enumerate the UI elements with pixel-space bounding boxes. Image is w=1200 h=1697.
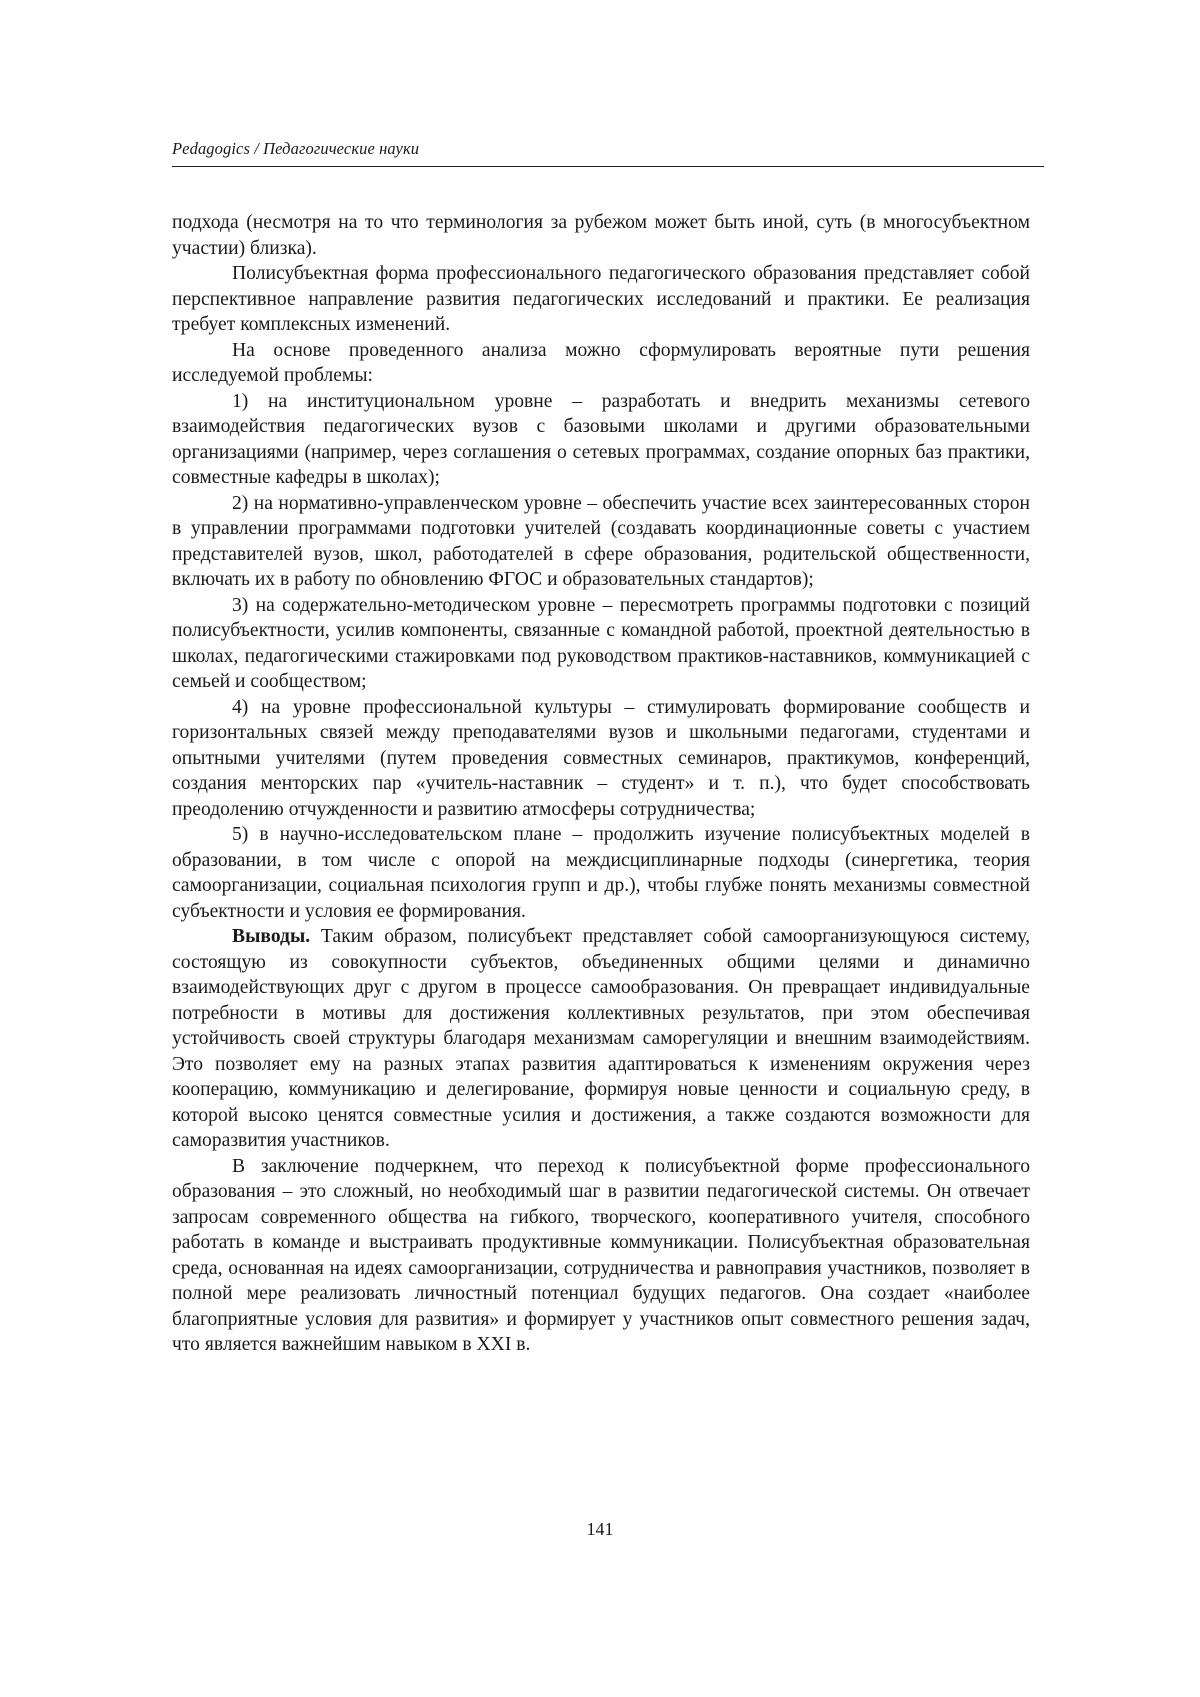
conclusions-text: Таким образом, полисубъект представляет собой самоорганизующуюся систему, состоящую из совокупности субъектов, объединенных общими целями и динамично взаимодействующих друг с другом в процессе самообразования. Он превращает индивидуальные потребности в мотивы для достижения коллективных результатов, при этом обеспечивая устойчивость своей структуры благодаря механизмам саморегуляции и внешним взаимодействиям. Это позволяет ему на разных этапах развития адаптироваться к изменениям окружения через кооперацию, коммуникацию и делегирование, формируя новые ценности и социальную среду, в которой высоко ценятся совместные усилия и достижения, а также создаются возможности для саморазвития участников. [172, 926, 1030, 1151]
page-number: 141 [586, 1519, 614, 1539]
list-item: 5) в научно-исследовательском плане – продолжить изучение полисубъектных моделей в образовании, в том числе с опорой на междисциплинарные подходы (синергетика, теория самоорганизации, социальная психология групп и др.), чтобы глубже понять механизмы совместной субъектности и условия ее формирования. [172, 824, 1030, 922]
paragraph: В заключение подчеркнем, что переход к полисубъектной форме профессионального образования – это сложный, но необходимый шаг в развитии педагогической системы. Он отвечает запросам современного общества на гибкого, творческого, кооперативного учителя, способного работать в команде и выстраивать продуктивные коммуникации. Полисубъектная образовательная среда, основанная на идеях самоорганизации, сотрудничества и равноправия участников, позволяет в полной мере реализовать личностный потенциал будущих педагогов. Она создает «наиболее благоприятные условия для развития» и формирует у участников опыт совместного решения задач, что является важнейшим навыком в XXI в. [172, 1155, 1030, 1355]
list-item: 2) на нормативно-управленческом уровне – обеспечить участие всех заинтересованных сторон в управлении программами подготовки учителей (создавать координационные советы с участием представителей вузов, школ, работодателей в сфере образования, родительской общественности, включать их в работу по обновлению ФГОС и образовательных стандартов); [172, 492, 1030, 590]
list-item: 1) на институциональном уровне – разработать и внедрить механизмы сетевого взаимодействия педагогических вузов с базовыми школами и другими образовательными организациями (например, через соглашения о сетевых программах, создание опорных баз практики, совместные кафедры в школах); [172, 390, 1030, 488]
paragraph: Полисубъектная форма профессионального педагогического образования представляет собой перспективное направление развития педагогических исследований и практики. Ее реализация требует комплексных изменений. [172, 263, 1030, 335]
running-header: Pedagogics / Педагогические науки [172, 139, 420, 158]
header-rule [172, 166, 1044, 167]
article-body [172, 210, 1030, 1358]
conclusions-paragraph [172, 924, 1030, 1154]
paragraph: На основе проведенного анализа можно сформулировать вероятные пути решения исследуемой проблемы: [172, 339, 1030, 386]
list-item: 4) на уровне профессиональной культуры – стимулировать формирование сообществ и горизонтальных связей между преподавателями вузов и школьными педагогами, студентами и опытными учителями (путем проведения совместных семинаров, практикумов, конференций, создания менторских пар «учитель-наставник – студент» и т. п.), что будет способствовать преодолению отчужденности и развитию атмосферы сотрудничества; [172, 696, 1030, 820]
list-item: 3) на содержательно-методическом уровне – пересмотреть программы подготовки с позиций полисубъектности, усилив компоненты, связанные с командной работой, проектной деятельностью в школах, педагогическими стажировками под руководством практиков-наставников, коммуникацией с семьей и сообществом; [172, 594, 1030, 692]
paragraph: подхода (несмотря на то что терминология за рубежом может быть иной, суть (в многосубъектном участии) близка). [172, 212, 1030, 259]
conclusions-label: Выводы. [232, 926, 311, 947]
